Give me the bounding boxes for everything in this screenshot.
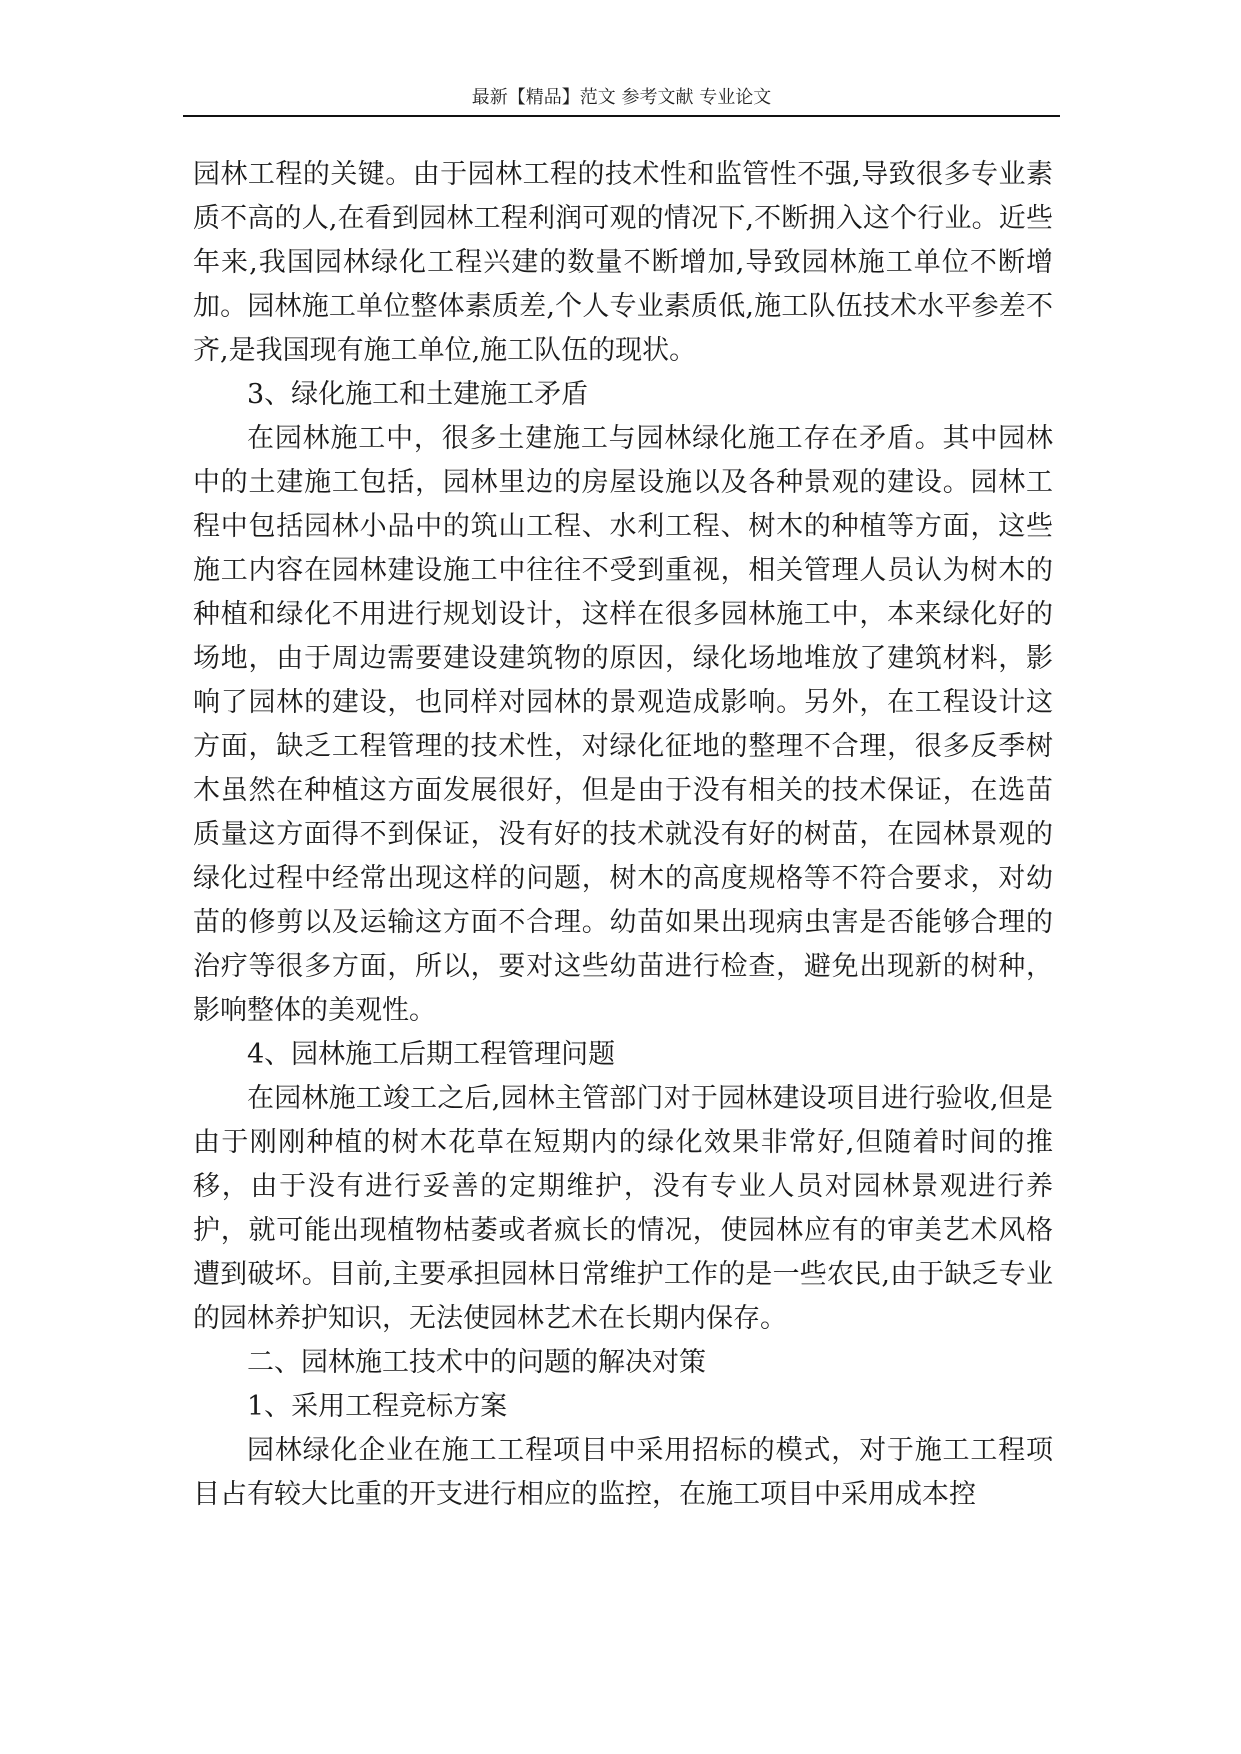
paragraph-continuation: 园林工程的关键。由于园林工程的技术性和监管性不强,导致很多专业素质不高的人,在看到园林工程利润可观的情况下,不断拥入这个行业。近些年来,我国园林绿化工程兴建的数量不断增加,导致园林施工单位不断增加。园林施工单位整体素质差,个人专业素质低,施工队伍技术水平参差不齐,是我国现有施工单位,施工队伍的现状。: [193, 159, 1053, 366]
header-rule: [183, 115, 1060, 117]
paragraph-bidding: 园林绿化企业在施工工程项目中采用招标的模式，对于施工工程项目占有较大比重的开支进行相应的监控，在施工项目中采用成本控: [193, 1435, 1053, 1510]
paragraph-conflict: 在园林施工中，很多土建施工与园林绿化施工存在矛盾。其中园林中的土建施工包括，园林里边的房屋设施以及各种景观的建设。园林工程中包括园林小品中的筑山工程、水利工程、树木的种植等方面，这些施工内容在园林建设施工中往往不受到重视，相关管理人员认为树木的种植和绿化不用进行规划设计，这样在很多园林施工中，本来绿化好的场地，由于周边需要建设建筑物的原因，绿化场地堆放了建筑材料，影响了园林的建设，也同样对园林的景观造成影响。另外，在工程设计这方面，缺乏工程管理的技术性，对绿化征地的整理不合理，很多反季树木虽然在种植这方面发展很好，但是由于没有相关的技术保证，在选苗质量这方面得不到保证，没有好的技术就没有好的树苗，在园林景观的绿化过程中经常出现这样的问题，树木的高度规格等不符合要求，对幼苗的修剪以及运输这方面不合理。幼苗如果出现病虫害是否能够合理的治疗等很多方面，所以，要对这些幼苗进行检查，避免出现新的树种，影响整体的美观性。: [193, 423, 1053, 1026]
section-heading-3: 3、绿化施工和土建施工矛盾: [247, 379, 589, 410]
document-body: [193, 153, 1053, 1517]
section-heading-bidding: 1、采用工程竞标方案: [247, 1391, 508, 1422]
section-heading-solutions: 二、园林施工技术中的问题的解决对策: [247, 1347, 706, 1378]
page-header: 最新【精品】范文 参考文献 专业论文: [471, 87, 772, 108]
paragraph-maintenance: 在园林施工竣工之后,园林主管部门对于园林建设项目进行验收,但是由于刚刚种植的树木花草在短期内的绿化效果非常好,但随着时间的推移，由于没有进行妥善的定期维护，没有专业人员对园林景观进行养护，就可能出现植物枯萎或者疯长的情况，使园林应有的审美艺术风格遭到破坏。目前,主要承担园林日常维护工作的是一些农民,由于缺乏专业的园林养护知识，无法使园林艺术在长期内保存。: [193, 1083, 1053, 1334]
section-heading-4: 4、园林施工后期工程管理问题: [247, 1039, 616, 1070]
